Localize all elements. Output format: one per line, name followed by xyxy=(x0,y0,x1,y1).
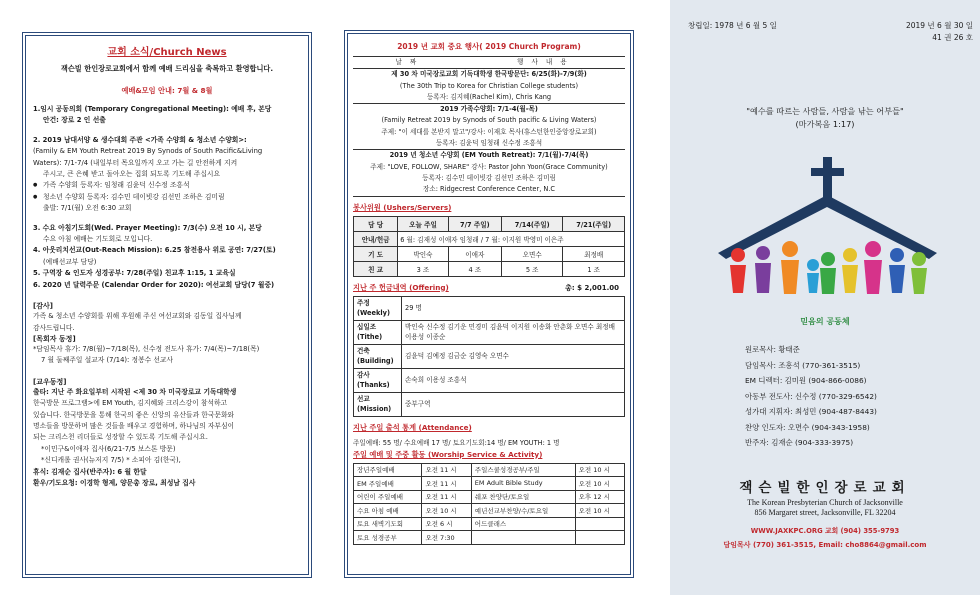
servers-cell: 최정배 xyxy=(563,246,625,261)
church-website[interactable]: WWW.JAXKPC.ORG 교회 (904) 355-9793 xyxy=(750,527,900,535)
news-item: 수요 아침 예배는 기도회로 모입니다. xyxy=(43,235,153,244)
program-row: 등록자: 김지혜(Rachel Kim), Chris Kang xyxy=(353,92,625,104)
church-address: 856 Margaret street, Jacksonville, FL 32204 xyxy=(754,508,896,517)
issue-date: 2019 년 6 월 30 일 xyxy=(905,21,973,30)
servers-cell: 5 조 xyxy=(502,261,563,276)
worship-cell: EM Adult Bible Study xyxy=(471,477,575,491)
news-item: 1.임시 공동의회 (Temporary Congregational Meeting): 예배 후, 본당 xyxy=(33,105,272,113)
offering-label: 감사(Thanks) xyxy=(354,368,402,392)
worship-cell: 오전 10 시 xyxy=(575,504,624,518)
worship-cell: 오전 10 시 xyxy=(575,477,624,491)
program-row: 등록자: 김수민 데이빗강 김선민 조하은 김미림 xyxy=(422,173,556,182)
servers-header: 오늘 주일 xyxy=(398,216,448,231)
servers-cell: 3 조 xyxy=(398,261,448,276)
news-item: 2. 2019 남대서양 & 생수대회 주관 <가족 수양회 & 청소년 수양회>: xyxy=(33,135,247,144)
cross-icon xyxy=(823,157,832,201)
program-row: 주제: "LOVE, FOLLOW, SHARE" 강사: Pastor John Yoon(Grace Community) xyxy=(370,162,608,171)
offering-cell: 손숙희 이용성 조흥석 xyxy=(402,368,625,392)
offering-cell: 29 명 xyxy=(402,296,625,320)
offering-total: 총: $ 2,001.00 xyxy=(565,283,619,292)
attendance-title: 지난 주일 출석 통계 (Attendance) xyxy=(353,422,472,432)
news-item: Waters): 7/1-7/4 (내일부터 목요일까지 오고 가는 길 안전하게 지켜 xyxy=(33,158,238,167)
news-item: 출발: 7/1(월) 오전 6:30 교회 xyxy=(43,204,132,213)
servers-cell: 1 조 xyxy=(563,261,625,276)
church-news-panel xyxy=(0,0,325,595)
pastor-contact: 담임목사 (770) 361-3515, Email: cho8864@gmail.com xyxy=(723,541,927,549)
news-item: 5. 구역장 & 인도자 성경공부: 7/28(주일) 친교후 1:15, 1 교육실 xyxy=(33,269,236,278)
news-bullet: ● 청소년 수양회 등록자: 김수민 데이빗강 김선민 조하은 김미림 xyxy=(33,192,301,203)
program-row: 등록자: 김윤덕 임청래 신수정 조흥석 xyxy=(353,138,625,150)
news-item: 3. 수요 아침기도회(Wed. Prayer Meeting): 7/3(수) 오전 10 시, 본당 xyxy=(33,223,262,232)
program-panel xyxy=(338,0,638,595)
offering-label: 건축(Building) xyxy=(354,344,402,368)
program-row: (The 30th Trip to Korea for Christian College students) xyxy=(399,81,579,90)
church-community-logo-icon xyxy=(710,155,945,305)
worship-cell: 수요 아침 예배 xyxy=(354,504,422,518)
thanks-text: 가족 & 청소년 수양회를 위해 후원해 주신 여선교회와 김동일 집사님께 감사드립니다. xyxy=(33,312,242,332)
program-row: 2019 가족수양회: 7/1-4(월-목) xyxy=(440,105,538,114)
offering-title: 지난 주 헌금내역 (Offering) xyxy=(353,282,449,292)
offering-cell: 김윤덕 김예정 김금순 김영숙 오면수 xyxy=(402,344,625,368)
schedule-subtitle: 예배&모임 안내: 7월 & 8월 xyxy=(121,86,213,95)
worship-cell: 어린이 주일예배 xyxy=(354,490,422,504)
worship-cell: 오전 11 시 xyxy=(422,490,471,504)
news-items xyxy=(33,104,301,291)
worship-cell: 토요 성경공부 xyxy=(354,531,422,545)
worship-cell xyxy=(575,517,624,531)
program-row: (Family Retreat 2019 by Synods of South pacific & Living Waters) xyxy=(381,116,597,125)
worship-cell xyxy=(471,531,575,545)
worship-cell: 오전 11 시 xyxy=(422,463,471,477)
quote-text: "예수를 따르는 사람들, 사람을 낚는 어부들" xyxy=(746,106,904,116)
people-figures-icon xyxy=(730,241,927,294)
staff-item: 담임목사: 조흥석 (770-361-3515) xyxy=(745,360,861,370)
worship-cell: 쉐포 찬양단/토요일 xyxy=(471,490,575,504)
news-item: 주시고, 큰 은혜 받고 돌아오는 집회 되도록 기도해 주십시요 xyxy=(43,170,221,179)
servers-label: 친 교 xyxy=(354,261,398,276)
col-date: 날 짜 xyxy=(353,57,462,69)
news-item: (Family & EM Youth Retreat 2019 By Synods of South Pacific&Living xyxy=(33,147,263,156)
news-item: 안건: 장로 2 인 선출 xyxy=(43,116,106,125)
servers-header: 7/21(주일) xyxy=(563,216,625,231)
staff-list xyxy=(745,342,877,451)
staff-item: 성가대 지휘자: 최성민 (904-487-8443) xyxy=(745,407,877,416)
program-title: 2019 년 교회 중요 행사( 2019 Church Program) xyxy=(353,37,625,57)
staff-news-heading: [목회자 동정] xyxy=(33,334,76,343)
staff-item: 아동부 전도사: 신수정 (770-329-6542) xyxy=(745,391,877,401)
servers-header: 7/7 주일) xyxy=(448,216,501,231)
worship-title: 주일 예배 및 주중 활동 (Worship Service & Activity) xyxy=(353,449,543,459)
worship-cell: EM 주일예배 xyxy=(354,477,422,491)
program-frame xyxy=(344,30,634,578)
worship-cell: 어드클래스 xyxy=(471,517,575,531)
servers-header: 담 당 xyxy=(354,216,398,231)
servers-label: 안내/헌금 xyxy=(354,231,398,246)
offering-label: 주정(Weekly) xyxy=(354,296,402,320)
worship-cell: 오후 12 시 xyxy=(575,490,624,504)
roof-icon xyxy=(718,195,937,259)
news-item: (예배선교부 담당) xyxy=(43,257,97,266)
servers-table xyxy=(353,216,625,277)
worship-table xyxy=(353,463,625,545)
servers-label: 기 도 xyxy=(354,246,398,261)
news-bullet: ● 가족 수양회 등록자: 임청래 김윤덕 신수정 조흥석 xyxy=(33,180,301,191)
program-table xyxy=(353,57,625,197)
program-row: 2019 년 청소년 수양회 (EM Youth Retreat): 7/1(월)-7/4(목) xyxy=(389,151,589,160)
program-row: 주제: "이 세대를 본받지 말고"/강사: 이재호 목사(휴스턴한인중앙장로교회) xyxy=(381,127,597,136)
servers-cell: 이애자 xyxy=(448,246,501,261)
worship-cell: 오전 7:30 xyxy=(422,531,471,545)
quote-reference: (마가복음 1:17) xyxy=(795,119,855,129)
servers-cell: 오면수 xyxy=(502,246,563,261)
offering-label: 십일조(Tithe) xyxy=(354,320,402,344)
servers-title: 봉사위원 (Ushers/Servers) xyxy=(353,202,452,212)
worship-cell: 주일스쿨성경공부/주일 xyxy=(471,463,575,477)
founded-date: 창립일: 1978 년 6 월 5 일 xyxy=(688,21,777,30)
news-item: 6. 2020 년 달력주문 (Calendar Order for 2020): 여선교회 담당(7 월중) xyxy=(33,280,275,289)
offering-table xyxy=(353,296,625,417)
offering-cell: 박인숙 신수정 김기운 민경미 김윤덕 이지원 이송화 안춘화 오면수 최정배 이용성 이종순 xyxy=(402,320,625,344)
col-event: 행 사 내 용 xyxy=(462,57,625,69)
staff-item: 찬양 인도자: 오면수 (904-343-1958) xyxy=(745,422,870,432)
church-name-english: The Korean Presbyterian Church of Jacksonville 856 Margaret street, Jacksonville, FL 32204 xyxy=(670,498,980,518)
program-row: 장소: Ridgecrest Conference Center, N.C xyxy=(353,184,625,196)
members-text: 출타: 지난 주 화요일부터 시작된 <제 30 차 미국장로교 기독대학생 한국방문 프로그램>에 EM Youth, 김지혜와 크리스강이 참석하고 있습니다. 한국방문을 통해 한국의 좋은 신앙의 유산들과 한국문화와 명소들을 방문하며 많은 것들을 배우고 경험하며, 하나님의 자부심이 되는 크리스천 리더들로 성장할 수 있도록 기도해 주십시요. *이민구&이애자 집사(6/21-7/5 보스톤 방문) *신디캐롤 권사(뉴저지 7/5) * 소피아 김(한국), 휴식: 김재순 집사(반주자): 6 월 한달 환우/기도요청: 이경학 형제, 양문총 장로, 최성남 집사 xyxy=(33,387,237,487)
staff-item: EM 디렉터: 김미원 (904-866-0086) xyxy=(745,376,867,385)
servers-cell: 4 조 xyxy=(448,261,501,276)
staff-item: 원로목사: 황태준 xyxy=(745,345,800,354)
staff-news-text: *담임목사 휴가: 7/8(월)~7/18(목), 신수정 전도사 휴가: 7/4(목)~7/18(목) 7 월 둘째주일 설교자 (7/14): 정봉수 선교사 xyxy=(33,344,260,365)
staff-item: 반주자: 김재순 (904-333-3975) xyxy=(745,438,854,447)
news-frame xyxy=(22,32,312,578)
members-heading: [교우동정] xyxy=(33,377,67,386)
cover-panel xyxy=(670,0,980,595)
community-label: 믿음의 공동체 xyxy=(800,317,850,326)
servers-header: 7/14(주일) xyxy=(502,216,563,231)
worship-cell: 토요 새벽기도회 xyxy=(354,517,422,531)
news-item: 4. 아웃리치선교(Out-Reach Mission): 6.25 참전용사 위로 공연: 7/27(토) xyxy=(33,246,276,255)
worship-cell: 오전 10 시 xyxy=(575,463,624,477)
worship-cell: 오전 10 시 xyxy=(422,504,471,518)
welcome-text: 잭슨빌 한인장로교회에서 함께 예배 드리심을 축복하고 환영합니다. xyxy=(60,64,274,73)
worship-cell xyxy=(575,531,624,545)
church-name-korean: 잭슨빌한인장로교회 xyxy=(739,480,911,496)
worship-cell: 오전 11 시 xyxy=(422,477,471,491)
program-row: 제 30 차 미국장로교회 기독대학생 한국방문단: 6/25(화)-7/9(화) xyxy=(391,70,587,79)
news-title: 교회 소식/Church News xyxy=(107,47,227,58)
cover-quote xyxy=(670,105,980,131)
thanks-heading: [감사] xyxy=(33,302,53,311)
servers-cell: 6 월: 김재성 이애자 임청래 / 7 월: 이지원 박영미 이은주 xyxy=(398,231,625,246)
servers-cell: 박인숙 xyxy=(398,246,448,261)
issue-info xyxy=(906,20,973,44)
worship-cell: 예년선교부찬양/수/토요일 xyxy=(471,504,575,518)
offering-cell: 중부구역 xyxy=(402,392,625,416)
offering-header xyxy=(353,283,625,293)
worship-cell: 오전 6 시 xyxy=(422,517,471,531)
issue-volume: 41 권 26 호 xyxy=(932,33,973,42)
offering-label: 선교(Mission) xyxy=(354,392,402,416)
worship-cell: 장년주일예배 xyxy=(354,463,422,477)
attendance-text: 주일예배: 55 명/ 수요예배 17 명/ 토요기도회:14 명/ EM YOUTH: 1 명 xyxy=(353,438,560,447)
